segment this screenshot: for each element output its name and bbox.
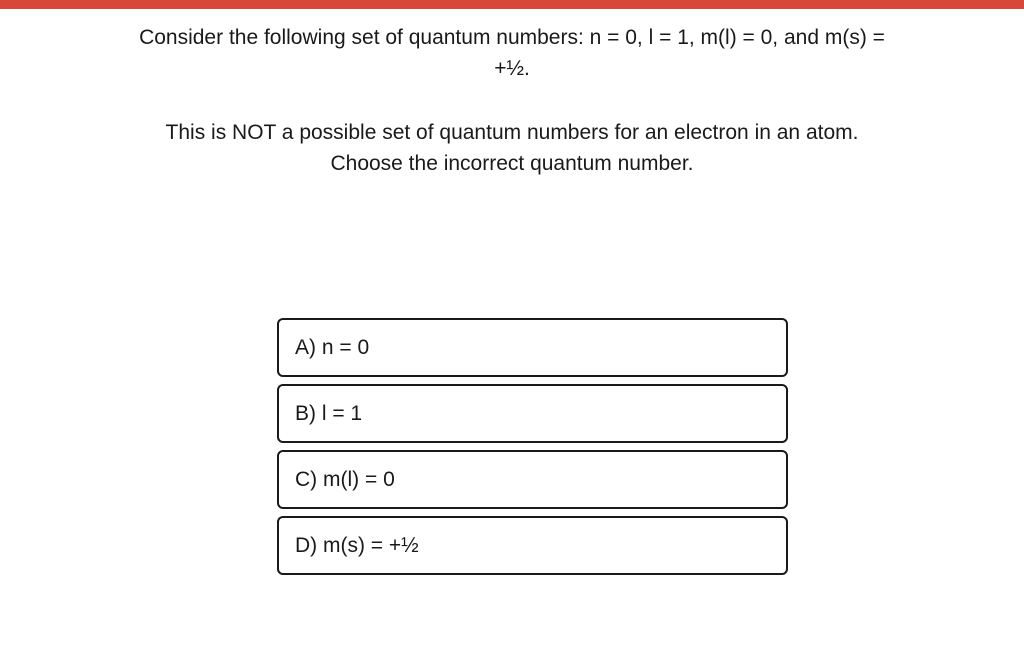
instruction-line-2: Choose the incorrect quantum number. — [330, 152, 694, 175]
choice-a-button[interactable] — [277, 318, 788, 377]
choice-d-label: D) m(s) = +½ — [295, 533, 419, 557]
question-line-2: +½. — [494, 57, 530, 80]
choice-a-label: A) n = 0 — [295, 335, 370, 359]
instruction-line-1: This is NOT a possible set of quantum numbers for an electron in an atom. — [165, 121, 859, 144]
choice-b-button[interactable] — [277, 384, 788, 443]
top-accent-bar — [0, 0, 1024, 9]
choice-b-label: B) l = 1 — [295, 401, 363, 425]
choice-d-button[interactable] — [277, 516, 788, 575]
choice-c-button[interactable] — [277, 450, 788, 509]
answer-choices — [277, 318, 788, 582]
instruction-text — [100, 117, 924, 179]
choice-c-label: C) m(l) = 0 — [295, 467, 395, 491]
question-text — [100, 22, 924, 84]
question-line-1: Consider the following set of quantum numbers: n = 0, l = 1, m(l) = 0, and m(s) = — [139, 26, 885, 49]
